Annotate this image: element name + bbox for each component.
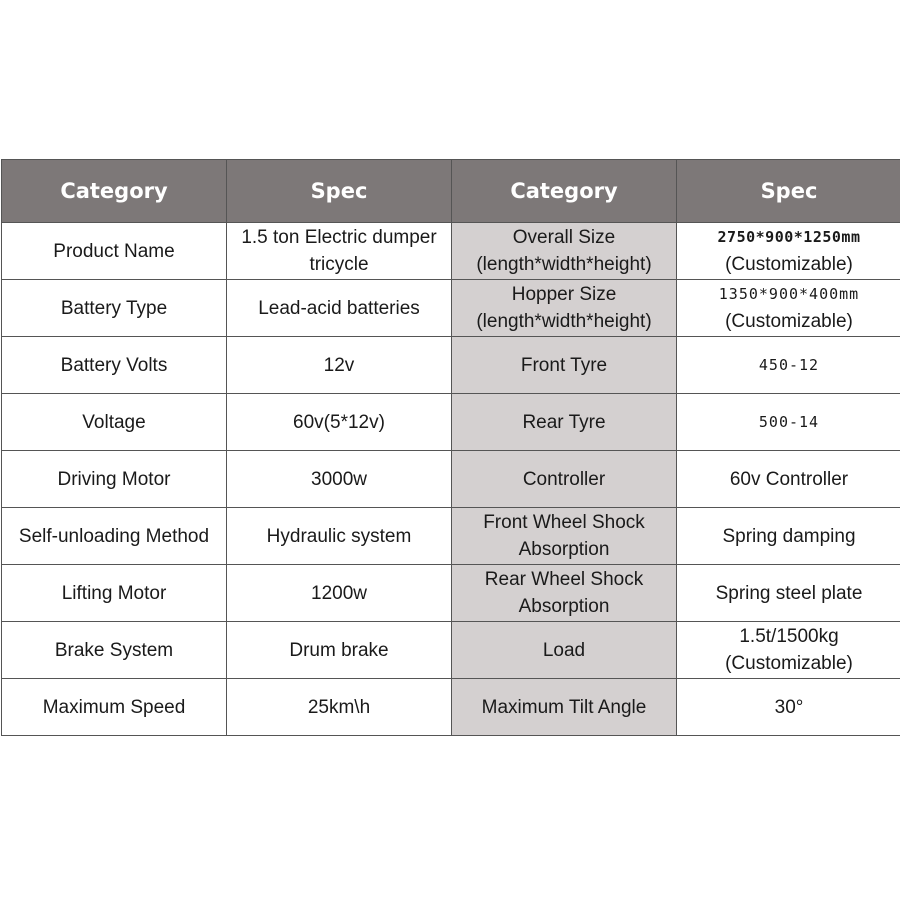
header-right-category: Category [452, 160, 677, 223]
table-row [2, 679, 900, 736]
left-spec-cell [227, 394, 452, 451]
left-spec-cell [227, 337, 452, 394]
left-category-cell: Battery Volts [2, 337, 227, 394]
right-category-cell [452, 394, 677, 451]
spec-table [1, 159, 900, 736]
header-right-spec: Spec [677, 160, 900, 223]
right-spec-line: 450-12 [758, 355, 820, 374]
right-spec-line: 1350*900*400mm [718, 285, 860, 303]
right-spec-cell [677, 223, 900, 280]
left-spec-cell [227, 565, 452, 622]
left-category-cell: Self-unloading Method [2, 508, 227, 565]
right-spec-cell [677, 394, 900, 451]
right-spec-cell [677, 451, 900, 508]
left-spec-line: Lead-acid batteries [258, 297, 420, 319]
right-spec-cell [677, 679, 900, 736]
left-spec-line: 12v [323, 354, 355, 376]
right-spec-line: 500-14 [758, 412, 820, 431]
header-left-category: Category [2, 160, 227, 223]
right-category-line: (length*width*height) [476, 254, 652, 275]
right-spec-line: 1.5t/1500kg [739, 626, 839, 647]
right-spec-line: Spring damping [722, 525, 856, 547]
left-category-cell: Lifting Motor [2, 565, 227, 622]
left-spec-cell [227, 622, 452, 679]
right-spec-cell [677, 508, 900, 565]
left-spec-line: 3000w [311, 468, 367, 490]
left-spec-line: 1.5 ton Electric dumper [241, 227, 437, 248]
left-category-cell: Driving Motor [2, 451, 227, 508]
right-spec-line: (Customizable) [725, 254, 853, 275]
left-spec-line: 25km\h [307, 696, 371, 718]
left-spec-line: Hydraulic system [266, 525, 412, 547]
left-spec-cell [227, 679, 452, 736]
left-spec-line: Drum brake [289, 639, 389, 661]
right-spec-line: (Customizable) [725, 311, 853, 332]
right-category-line: Load [542, 639, 586, 661]
table-row [2, 223, 900, 280]
left-spec-cell [227, 451, 452, 508]
left-spec-line: 60v(5*12v) [293, 411, 385, 433]
table-row [2, 622, 900, 679]
left-category-cell: Brake System [2, 622, 227, 679]
left-spec-line: 1200w [311, 582, 367, 604]
table-row [2, 508, 900, 565]
header-left-spec: Spec [227, 160, 452, 223]
left-spec-cell [227, 508, 452, 565]
right-spec-line: 60v Controller [729, 468, 849, 490]
right-category-line: Rear Tyre [522, 411, 606, 433]
right-spec-line: 2750*900*1250mm [717, 228, 861, 246]
right-category-line: Absorption [518, 596, 610, 617]
right-category-line: Absorption [518, 539, 610, 560]
right-category-line: Front Tyre [520, 354, 608, 376]
left-category-cell: Voltage [2, 394, 227, 451]
left-category-cell: Maximum Speed [2, 679, 227, 736]
right-category-line: Rear Wheel Shock [484, 569, 644, 590]
right-spec-line: 30° [774, 696, 804, 718]
right-category-line: Controller [522, 468, 606, 490]
right-category-line: Overall Size [512, 227, 616, 248]
right-spec-line: Spring steel plate [715, 582, 863, 604]
left-spec-cell [227, 223, 452, 280]
right-spec-line: (Customizable) [725, 653, 853, 674]
left-category-cell: Product Name [2, 223, 227, 280]
right-category-line: Hopper Size [511, 284, 617, 305]
right-spec-cell [677, 337, 900, 394]
right-category-cell [452, 622, 677, 679]
table-row [2, 337, 900, 394]
right-category-cell [452, 451, 677, 508]
right-category-cell [452, 280, 677, 337]
header-row [2, 160, 900, 223]
table-row [2, 394, 900, 451]
table-row [2, 280, 900, 337]
right-spec-cell [677, 622, 900, 679]
left-spec-line: tricycle [309, 254, 369, 275]
table-row [2, 565, 900, 622]
right-category-line: Maximum Tilt Angle [481, 696, 647, 718]
left-category-cell: Battery Type [2, 280, 227, 337]
right-category-cell [452, 337, 677, 394]
right-category-cell [452, 679, 677, 736]
right-category-cell [452, 508, 677, 565]
right-category-line: (length*width*height) [476, 311, 652, 332]
right-category-cell [452, 223, 677, 280]
right-spec-cell [677, 565, 900, 622]
right-category-cell [452, 565, 677, 622]
right-category-line: Front Wheel Shock [483, 512, 645, 533]
left-spec-cell [227, 280, 452, 337]
right-spec-cell [677, 280, 900, 337]
table-row [2, 451, 900, 508]
